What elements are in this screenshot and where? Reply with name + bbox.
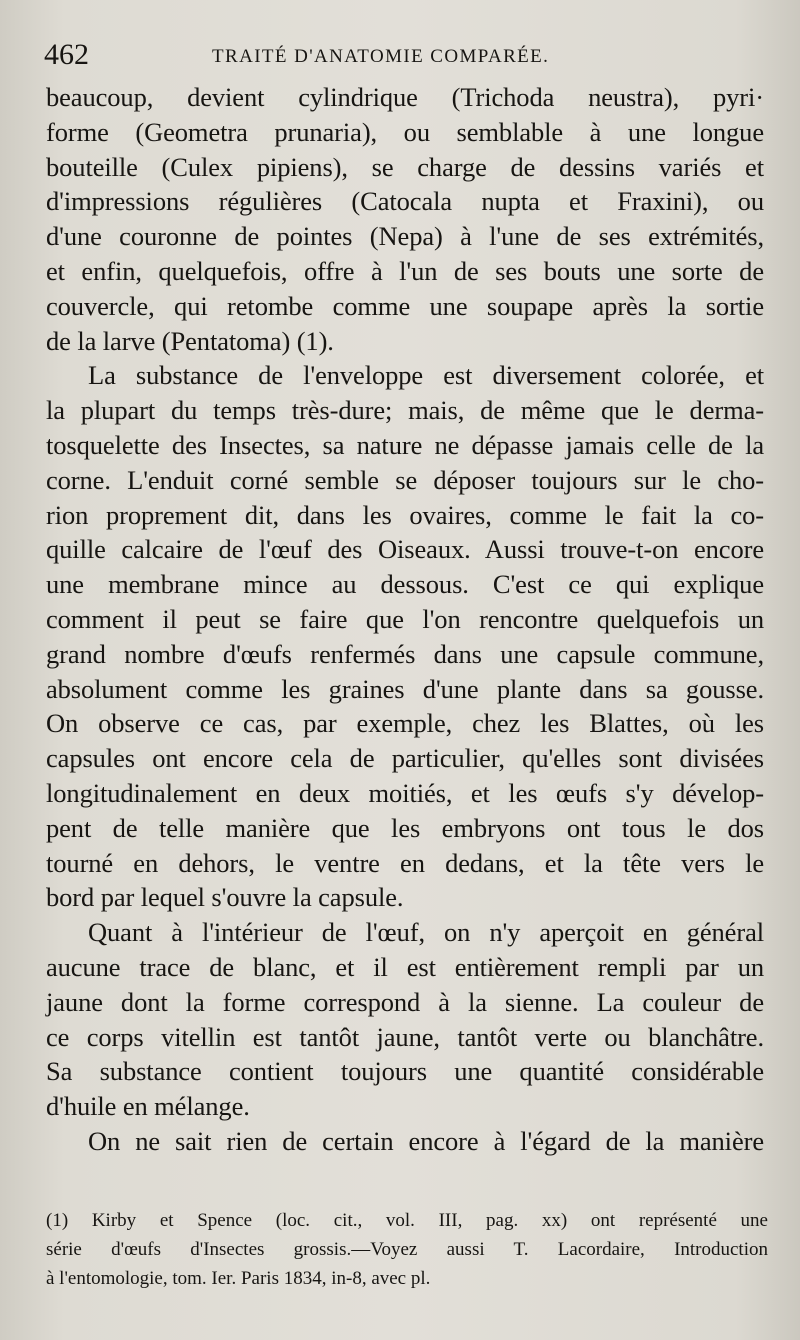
footnote-line: série d'œufs d'Insectes grossis.—Voyez aussi T. Lacordaire, Introduction (46, 1239, 768, 1260)
text-line: bouteille (Culex pipiens), se charge de dessins variés et (46, 151, 764, 182)
text-line: ce corps vitellin est tantôt jaune, tantôt verte ou blanchâtre. (46, 1021, 764, 1052)
text-line: Quant à l'intérieur de l'œuf, on n'y aperçoit en général (88, 917, 764, 948)
text-line: et enfin, quelquefois, offre à l'un de ses bouts une sorte de (46, 255, 764, 286)
text-line: pent de telle manière que les embryons ont tous le dos (46, 812, 764, 843)
text-line: d'impressions régulières (Catocala nupta et Fraxini), ou (46, 186, 764, 217)
text-line: d'huile en mélange. (46, 1091, 250, 1122)
body-text (46, 80, 764, 1159)
text-line: couvercle, qui retombe comme une soupape après la sortie (46, 290, 764, 321)
running-title: TRAITÉ D'ANATOMIE COMPARÉE. (212, 46, 550, 67)
text-line: d'une couronne de pointes (Nepa) à l'une de ses extrémités, (46, 221, 764, 252)
text-line: jaune dont la forme correspond à la sienne. La couleur de (46, 986, 764, 1017)
footnote-line: (1) Kirby et Spence (loc. cit., vol. III, pag. xx) ont représenté une (46, 1210, 768, 1231)
text-line: de la larve (Pentatoma) (1). (46, 325, 334, 356)
text-line: absolument comme les graines d'une plante dans sa gousse. (46, 673, 764, 704)
text-line: aucune trace de blanc, et il est entièrement rempli par un (46, 951, 764, 982)
text-line: On observe ce cas, par exemple, chez les Blattes, où les (46, 708, 764, 739)
footnotes (46, 1206, 768, 1293)
text-line: rion proprement dit, dans les ovaires, comme le fait la co- (46, 499, 764, 530)
text-line: une membrane mince au dessous. C'est ce qui explique (46, 569, 764, 600)
text-line: corne. L'enduit corné semble se déposer toujours sur le cho- (46, 464, 764, 495)
text-line: la plupart du temps très-dure; mais, de même que le derma- (46, 395, 764, 426)
text-line: grand nombre d'œufs renfermés dans une capsule commune, (46, 638, 764, 669)
text-line: On ne sait rien de certain encore à l'égard de la manière (88, 1125, 764, 1156)
text-line: tourné en dehors, le ventre en dedans, et la tête vers le (46, 847, 764, 878)
footnote-line: à l'entomologie, tom. Ier. Paris 1834, in-8, avec pl. (46, 1268, 431, 1289)
text-line: longitudinalement en deux moitiés, et les œufs s'y dévelop- (46, 777, 764, 808)
text-line: La substance de l'enveloppe est diversement colorée, et (88, 360, 764, 391)
text-line: capsules ont encore cela de particulier, qu'elles sont divisées (46, 743, 764, 774)
text-line: comment il peut se faire que l'on rencontre quelquefois un (46, 603, 764, 634)
page-number: 462 (44, 38, 89, 71)
text-line: forme (Geometra prunaria), ou semblable à une longue (46, 116, 764, 147)
text-line: beaucoup, devient cylindrique (Trichoda neustra), pyri· (46, 82, 764, 112)
text-line: quille calcaire de l'œuf des Oiseaux. Aussi trouve-t-on encore (46, 534, 764, 565)
text-line: bord par lequel s'ouvre la capsule. (46, 882, 404, 913)
page-header (44, 38, 764, 78)
text-line: tosquelette des Insectes, sa nature ne dépasse jamais celle de la (46, 429, 764, 460)
text-line: Sa substance contient toujours une quantité considérable (46, 1056, 764, 1087)
